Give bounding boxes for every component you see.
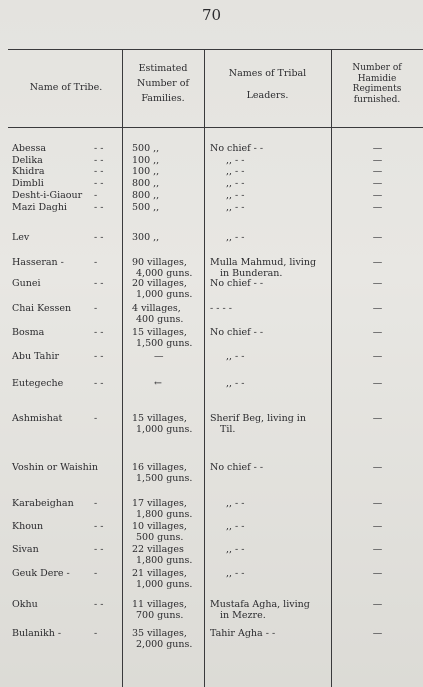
regiments-value: — xyxy=(372,155,383,166)
leader-line: Tahir Agha - - xyxy=(210,628,276,639)
leader-line: ,, - - xyxy=(226,155,245,166)
families-line: ← xyxy=(154,378,162,389)
tribe-name-text: Gunei xyxy=(12,278,41,289)
tribe-name xyxy=(12,544,127,555)
regiments-value: — xyxy=(372,278,383,289)
tribe-name xyxy=(12,178,127,189)
tribe-name xyxy=(12,202,127,213)
tribe-name-text: Karabeighan xyxy=(12,498,74,509)
tribe-name-text: Mazi Daghi xyxy=(12,202,67,213)
leader-dots: - - xyxy=(94,378,104,389)
leader-value xyxy=(210,413,332,435)
families-line: 4,000 guns. xyxy=(136,268,193,279)
leader-line: ,, - - xyxy=(226,521,245,532)
families-line: 4 villages, xyxy=(132,303,181,314)
tribe-name xyxy=(12,155,127,166)
regiments-value: — xyxy=(372,166,383,177)
leader-line: ,, - - xyxy=(226,498,245,509)
leader-line: ,, - - xyxy=(226,351,245,362)
families-value xyxy=(128,327,206,349)
regiments-value: — xyxy=(372,568,383,579)
leader-dots: - xyxy=(94,413,98,424)
families-value xyxy=(128,544,206,566)
regiments-value: — xyxy=(372,303,383,314)
families-line: 16 villages, xyxy=(132,462,187,473)
tribe-name-text: Eutegeche xyxy=(12,378,64,389)
tribe-name-text: Lev xyxy=(12,232,30,243)
leader-dots: - - xyxy=(94,544,104,555)
families-value xyxy=(128,155,206,166)
leader-value xyxy=(210,498,332,509)
header-regiments: Number of Hamidie Regiments furnished. xyxy=(352,63,402,105)
leader-line: ,, - - xyxy=(226,544,245,555)
families-line: 800 ,, xyxy=(132,190,160,201)
tribe-name-text: Delika xyxy=(12,155,43,166)
leader-value xyxy=(210,378,332,389)
leader-line: ,, - - xyxy=(226,190,245,201)
leader-value xyxy=(210,568,332,579)
families-line: 21 villages, xyxy=(132,568,187,579)
families-line: 500 ,, xyxy=(132,143,160,154)
leader-dots: - xyxy=(94,303,98,314)
families-line: 90 villages, xyxy=(132,257,187,268)
regiments-value: — xyxy=(372,378,383,389)
families-value xyxy=(128,628,206,650)
leader-dots: - - xyxy=(94,521,104,532)
tribe-name-text: Sivan xyxy=(12,544,39,555)
families-line: 17 villages, xyxy=(132,498,187,509)
regiments-value: — xyxy=(372,351,383,362)
regiments-value: — xyxy=(372,599,383,610)
tribe-name-text: Bosma xyxy=(12,327,45,338)
families-line: 500 guns. xyxy=(136,532,184,543)
page-number: 70 xyxy=(201,6,222,24)
leader-dots: - - xyxy=(94,143,104,154)
leader-value xyxy=(210,351,332,362)
header-tribe: Name of Tribe. xyxy=(29,82,103,93)
families-line: 2,000 guns. xyxy=(136,639,193,650)
families-line: 35 villages, xyxy=(132,628,187,639)
families-value xyxy=(128,521,206,543)
families-line: 22 villages xyxy=(132,544,184,555)
leader-line: No chief - - xyxy=(210,143,264,154)
regiments-value: — xyxy=(372,521,383,532)
tribe-name-text: Chai Kessen xyxy=(12,303,72,314)
leader-value xyxy=(210,190,332,201)
families-line: 1,800 guns. xyxy=(136,509,193,520)
families-line: 300 ,, xyxy=(132,232,160,243)
tribe-name xyxy=(12,327,127,338)
leader-line: ,, - - xyxy=(226,232,245,243)
leader-dots: - xyxy=(94,257,98,268)
leader-line: ,, - - xyxy=(226,568,245,579)
tribe-name-text: Abessa xyxy=(12,143,46,154)
families-value xyxy=(128,190,206,201)
tribe-name xyxy=(12,303,127,314)
tribe-name xyxy=(12,143,127,154)
leader-line: No chief - - xyxy=(210,462,264,473)
tribe-name xyxy=(12,166,127,177)
regiments-value: — xyxy=(372,232,383,243)
families-line: — xyxy=(154,351,164,362)
families-value xyxy=(128,278,206,300)
leader-dots: - - xyxy=(94,232,104,243)
leader-value xyxy=(210,521,332,532)
families-value xyxy=(128,378,206,389)
leader-dots: - - xyxy=(94,202,104,213)
leader-value xyxy=(210,178,332,189)
leader-value xyxy=(210,155,332,166)
tribe-name-text: Ashmishat xyxy=(12,413,63,424)
leader-dots: - - xyxy=(94,351,104,362)
leader-dots: - xyxy=(94,498,98,509)
families-value xyxy=(128,462,206,484)
regiments-value: — xyxy=(372,544,383,555)
families-line: 1,000 guns. xyxy=(136,579,193,590)
leader-value xyxy=(210,462,332,473)
tribe-name-text: Desht-i-Giaour xyxy=(12,190,83,201)
regiments-value: — xyxy=(372,178,383,189)
leader-dots: - xyxy=(94,568,98,579)
tribe-name xyxy=(12,351,127,362)
leader-line: No chief - - xyxy=(210,278,264,289)
leader-dots: - - xyxy=(94,178,104,189)
leader-line: - - - - xyxy=(210,303,232,314)
families-value xyxy=(128,232,206,243)
leader-value xyxy=(210,544,332,555)
families-value xyxy=(128,413,206,435)
regiments-value: — xyxy=(372,462,383,473)
families-line: 1,000 guns. xyxy=(136,289,193,300)
leader-value xyxy=(210,166,332,177)
tribe-name xyxy=(12,568,127,579)
families-line: 20 villages, xyxy=(132,278,187,289)
families-line: 15 villages, xyxy=(132,327,187,338)
families-value xyxy=(128,599,206,621)
families-value xyxy=(128,257,206,279)
tribe-name-text: Khidra xyxy=(12,166,45,177)
leader-line: Til. xyxy=(220,424,236,435)
leader-line: ,, - - xyxy=(226,166,245,177)
header-leaders: Names of Tribal Leaders. xyxy=(228,68,307,101)
tribe-name xyxy=(12,378,127,389)
tribe-name-text: Hasseran - xyxy=(12,257,64,268)
regiments-value: — xyxy=(372,628,383,639)
regiments-value: — xyxy=(372,143,383,154)
families-line: 1,000 guns. xyxy=(136,424,193,435)
tribe-name xyxy=(12,521,127,532)
leader-value xyxy=(210,143,332,154)
leader-value xyxy=(210,257,332,279)
families-value xyxy=(128,568,206,590)
leader-line: No chief - - xyxy=(210,327,264,338)
tribe-name-text: Bulanikh - xyxy=(12,628,62,639)
top-rule xyxy=(8,49,423,50)
leader-dots: - - xyxy=(94,166,104,177)
families-line: 10 villages, xyxy=(132,521,187,532)
families-line: 500 ,, xyxy=(132,202,160,213)
leader-dots: - - xyxy=(94,155,104,166)
tribe-name xyxy=(12,628,127,639)
leader-dots: - - xyxy=(94,327,104,338)
tribe-name xyxy=(12,599,127,610)
regiments-value: — xyxy=(372,257,383,268)
tribe-name xyxy=(12,257,127,268)
leader-value xyxy=(210,278,332,289)
leader-line: ,, - - xyxy=(226,378,245,389)
tribe-name xyxy=(12,413,127,424)
tribe-name xyxy=(12,498,127,509)
families-value xyxy=(128,178,206,189)
leader-line: Sherif Beg, living in xyxy=(210,413,306,424)
leader-value xyxy=(210,628,332,639)
families-value xyxy=(128,351,206,362)
families-line: 700 guns. xyxy=(136,610,184,621)
leader-value xyxy=(210,599,332,621)
leader-dots: - - xyxy=(94,599,104,610)
leader-line: Mulla Mahmud, living xyxy=(210,257,317,268)
leader-value xyxy=(210,327,332,338)
regiments-value: — xyxy=(372,327,383,338)
tribe-name-text: Khoun xyxy=(12,521,44,532)
families-line: 1,500 guns. xyxy=(136,473,193,484)
leader-value xyxy=(210,232,332,243)
tribe-name xyxy=(12,278,127,289)
families-value xyxy=(128,303,206,325)
regiments-value: — xyxy=(372,190,383,201)
tribe-name-text: Voshin or Waishin xyxy=(12,462,98,473)
families-line: 11 villages, xyxy=(132,599,187,610)
leader-line: in Bunderan. xyxy=(220,268,283,279)
header-rule xyxy=(8,127,423,128)
families-line: 15 villages, xyxy=(132,413,187,424)
leader-dots: - xyxy=(94,628,98,639)
tribe-name-text: Geuk Dere - xyxy=(12,568,70,579)
regiments-value: — xyxy=(372,498,383,509)
families-line: 1,500 guns. xyxy=(136,338,193,349)
leader-line: Mustafa Agha, living xyxy=(210,599,310,610)
regiments-value: — xyxy=(372,202,383,213)
leader-dots: - - xyxy=(94,278,104,289)
tribe-name-text: Dimbli xyxy=(12,178,44,189)
leader-value xyxy=(210,202,332,213)
regiments-value: — xyxy=(372,413,383,424)
leader-value xyxy=(210,303,332,314)
families-value xyxy=(128,166,206,177)
families-value xyxy=(128,143,206,154)
tribe-name xyxy=(12,232,127,243)
families-line: 100 ,, xyxy=(132,155,160,166)
header-families: Estimated Number of Families. xyxy=(137,63,189,104)
families-value xyxy=(128,498,206,520)
families-line: 100 ,, xyxy=(132,166,160,177)
tribe-name xyxy=(12,190,127,201)
tribe-name xyxy=(12,462,127,473)
tribe-name-text: Okhu xyxy=(12,599,38,610)
families-line: 400 guns. xyxy=(136,314,184,325)
families-line: 1,800 guns. xyxy=(136,555,193,566)
leader-line: ,, - - xyxy=(226,178,245,189)
tribe-name-text: Abu Tahir xyxy=(12,351,60,362)
leader-dots: - xyxy=(94,190,98,201)
families-value xyxy=(128,202,206,213)
leader-line: ,, - - xyxy=(226,202,245,213)
leader-line: in Mezre. xyxy=(220,610,266,621)
families-line: 800 ,, xyxy=(132,178,160,189)
